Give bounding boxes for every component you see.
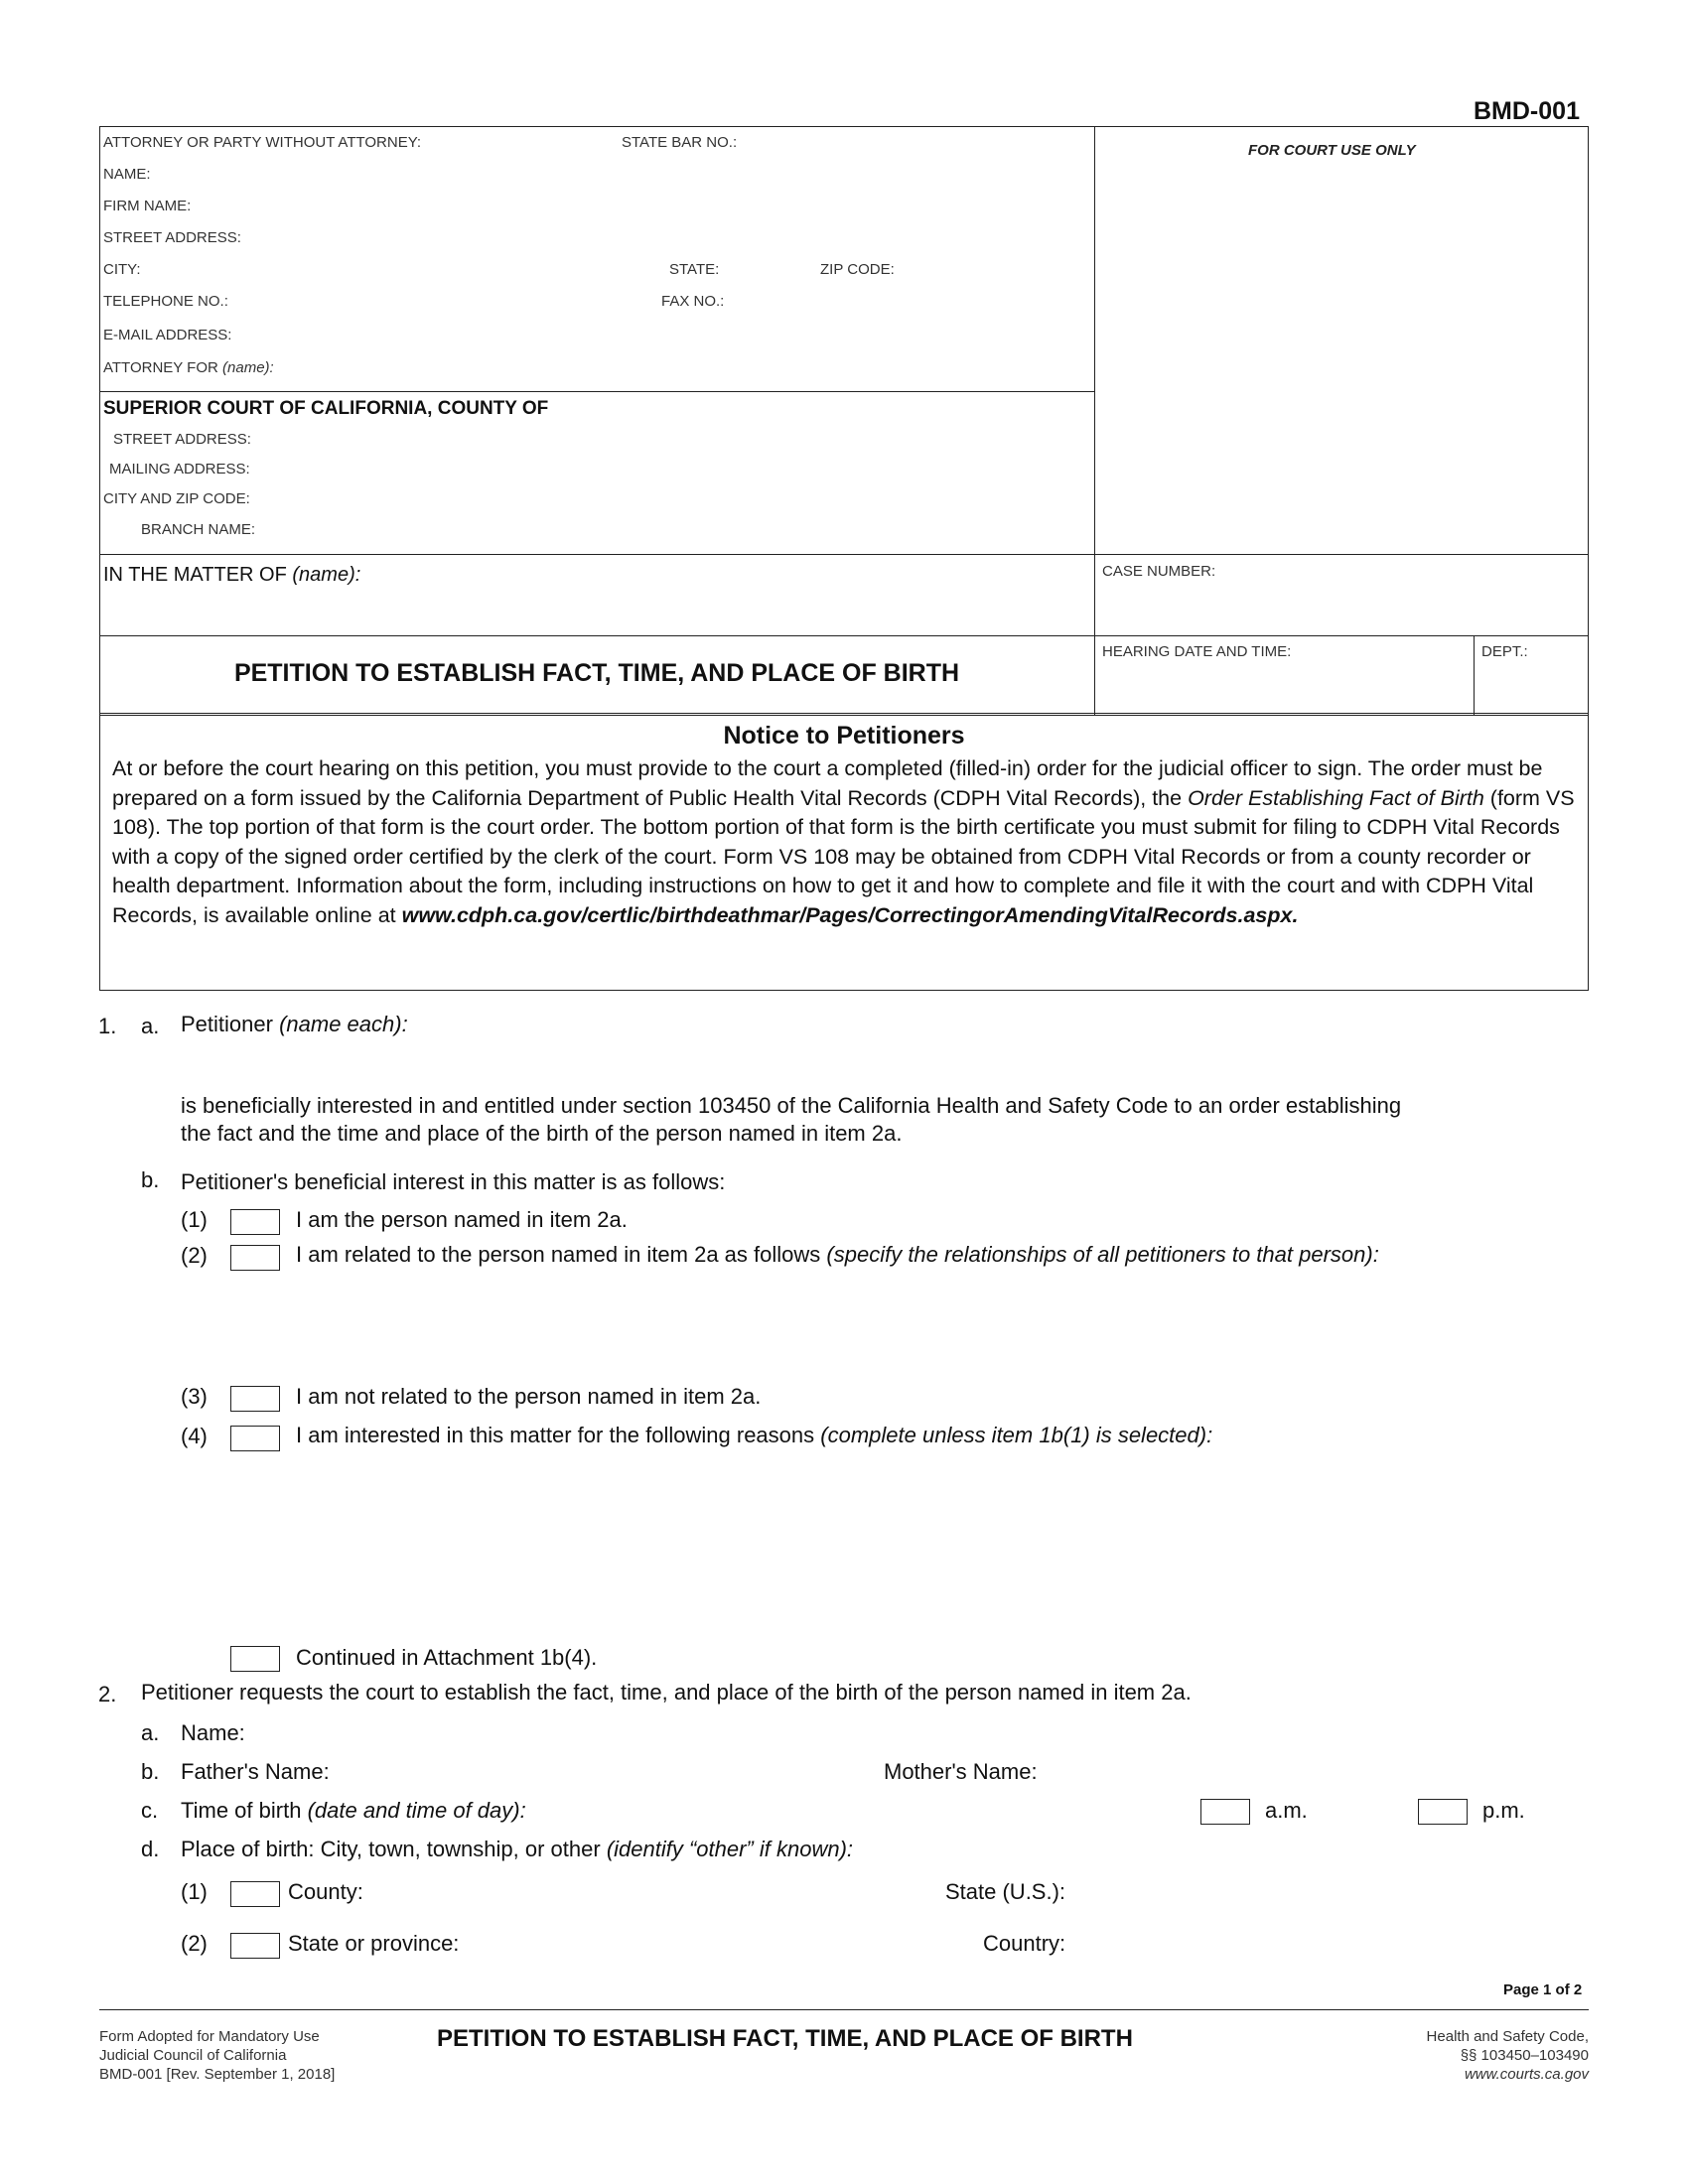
- court-city-zip-label: CITY AND ZIP CODE:: [103, 490, 250, 507]
- item2a-name-label: Name:: [181, 1720, 245, 1745]
- option4-number: (4): [181, 1424, 208, 1448]
- footer-rule: [99, 2009, 1589, 2010]
- option4-checkbox[interactable]: [230, 1426, 280, 1451]
- item2b-letter: b.: [141, 1759, 160, 1784]
- province-checkbox[interactable]: [230, 1933, 280, 1959]
- option2-label: I am related to the person named in item 2a as follows (specify the relationships of all petitioners to that person):: [296, 1242, 1379, 1267]
- mother-name-label: Mother's Name:: [884, 1759, 1038, 1784]
- notice-box: [99, 713, 1589, 991]
- option1-label: I am the person named in item 2a.: [296, 1207, 628, 1232]
- zip-label: ZIP CODE:: [820, 261, 895, 278]
- notice-url[interactable]: www.cdph.ca.gov/certlic/birthdeathmar/Pages/CorrectingorAmendingVitalRecords.aspx.: [401, 902, 1299, 927]
- notice-form-name: Order Establishing Fact of Birth: [1188, 785, 1484, 810]
- court-use-only: FOR COURT USE ONLY: [1248, 142, 1416, 159]
- option4-label: I am interested in this matter for the following reasons (complete unless item 1b(1) is selected):: [296, 1423, 1213, 1447]
- attorney-label: ATTORNEY OR PARTY WITHOUT ATTORNEY:: [103, 134, 422, 151]
- matter-title-divider: [99, 635, 1589, 636]
- place1-number: (1): [181, 1879, 208, 1904]
- item1-number: 1.: [98, 1014, 117, 1038]
- father-name-label: Father's Name:: [181, 1759, 330, 1784]
- street-address-label: STREET ADDRESS:: [103, 229, 241, 246]
- state-bar-label: STATE BAR NO.:: [622, 134, 738, 151]
- continued-checkbox[interactable]: [230, 1646, 280, 1672]
- footer-title: PETITION TO ESTABLISH FACT, TIME, AND PLACE OF BIRTH: [437, 2025, 1133, 2052]
- dept-label: DEPT.:: [1481, 643, 1528, 660]
- item2a-letter: a.: [141, 1720, 160, 1745]
- court-mailing-label: MAILING ADDRESS:: [109, 461, 250, 478]
- fax-label: FAX NO.:: [661, 293, 725, 310]
- footer-code: Health and Safety Code, §§ 103450–103490 www.courts.ca.gov: [1426, 2028, 1589, 2083]
- notice-title: Notice to Petitioners: [723, 722, 965, 750]
- place-of-birth-label: Place of birth: City, town, township, or other (identify “other” if known):: [181, 1837, 854, 1861]
- item1a-petitioner: Petitioner (name each):: [181, 1012, 408, 1036]
- court-matter-divider: [99, 554, 1589, 555]
- form-title: PETITION TO ESTABLISH FACT, TIME, AND PLACE OF BIRTH: [233, 659, 960, 687]
- item1b-text: Petitioner's beneficial interest in this matter is as follows:: [181, 1169, 726, 1194]
- item2-text: Petitioner requests the court to establish the fact, time, and place of the birth of the person named in item 2a.: [141, 1680, 1192, 1705]
- city-label: CITY:: [103, 261, 141, 278]
- form-id: BMD-001: [1474, 97, 1580, 125]
- telephone-label: TELEPHONE NO.:: [103, 293, 228, 310]
- court-title: SUPERIOR COURT OF CALIFORNIA, COUNTY OF: [103, 398, 549, 419]
- state-us-label: State (U.S.):: [945, 1879, 1066, 1904]
- option3-number: (3): [181, 1384, 208, 1409]
- option1-checkbox[interactable]: [230, 1209, 280, 1235]
- option3-label: I am not related to the person named in item 2a.: [296, 1384, 762, 1409]
- option2-checkbox[interactable]: [230, 1245, 280, 1271]
- court-street-label: STREET ADDRESS:: [113, 431, 251, 448]
- pm-label: p.m.: [1482, 1798, 1525, 1823]
- county-checkbox[interactable]: [230, 1881, 280, 1907]
- province-label: State or province:: [288, 1931, 460, 1956]
- option1-number: (1): [181, 1207, 208, 1232]
- attorney-for-label: ATTORNEY FOR (name):: [103, 359, 274, 376]
- continued-label: Continued in Attachment 1b(4).: [296, 1645, 598, 1670]
- court-branch-label: BRANCH NAME:: [141, 521, 256, 538]
- option3-checkbox[interactable]: [230, 1386, 280, 1412]
- page-number: Page 1 of 2: [1503, 1981, 1583, 1998]
- am-checkbox[interactable]: [1200, 1799, 1250, 1825]
- state-label: STATE:: [669, 261, 720, 278]
- option2-number: (2): [181, 1243, 208, 1268]
- item1a-line1: is beneficially interested in and entitled under section 103450 of the California Health and Safety Code to an order establishing: [181, 1093, 1402, 1118]
- pm-checkbox[interactable]: [1418, 1799, 1468, 1825]
- email-label: E-MAIL ADDRESS:: [103, 327, 232, 343]
- item2c-letter: c.: [141, 1798, 159, 1823]
- county-label: County:: [288, 1879, 363, 1904]
- item1a-letter: a.: [141, 1014, 160, 1038]
- case-number-label: CASE NUMBER:: [1102, 563, 1216, 580]
- footer-adopted: Form Adopted for Mandatory Use Judicial Council of California BMD-001 [Rev. September 1, 2018]: [99, 2028, 336, 2083]
- matter-of-label: IN THE MATTER OF (name):: [103, 564, 361, 586]
- am-label: a.m.: [1265, 1798, 1308, 1823]
- item2-number: 2.: [98, 1682, 117, 1706]
- caption-divider: [1094, 126, 1095, 716]
- item1a-line2: the fact and the time and place of the birth of the person named in item 2a.: [181, 1121, 903, 1146]
- dept-divider: [1474, 635, 1475, 716]
- firm-name-label: FIRM NAME:: [103, 198, 192, 214]
- caption-frame: [99, 126, 1589, 716]
- time-of-birth-label: Time of birth (date and time of day):: [181, 1798, 526, 1823]
- item1b-letter: b.: [141, 1167, 160, 1192]
- item2d-letter: d.: [141, 1837, 160, 1861]
- place2-number: (2): [181, 1931, 208, 1956]
- country-label: Country:: [983, 1931, 1066, 1956]
- hearing-label: HEARING DATE AND TIME:: [1102, 643, 1292, 660]
- name-label: NAME:: [103, 166, 151, 183]
- attorney-court-divider: [99, 391, 1094, 392]
- notice-text: At or before the court hearing on this petition, you must provide to the court a completed (filled-in) order for the judicial officer to sign. The order must be prepared on a form issued by the California Department of Public Health Vital Records (CDPH Vital Records), the Order Establishing Fact of Birth (form VS 108). The top portion of that form is the court order. The bottom portion of that form is the birth certificate you must submit for filing to CDPH Vital Records with a copy of the signed order certified by the clerk of the court. Form VS 108 may be obtained from CDPH Vital Records or from a county recorder or health department. Information about the form, including instructions on how to get it and how to complete and file it with the court and with CDPH Vital Records, is available online at www.cdph.ca.gov/certlic/birthdeathmar/Pages/CorrectingorAmendingVitalRecords.aspx.: [112, 756, 1575, 927]
